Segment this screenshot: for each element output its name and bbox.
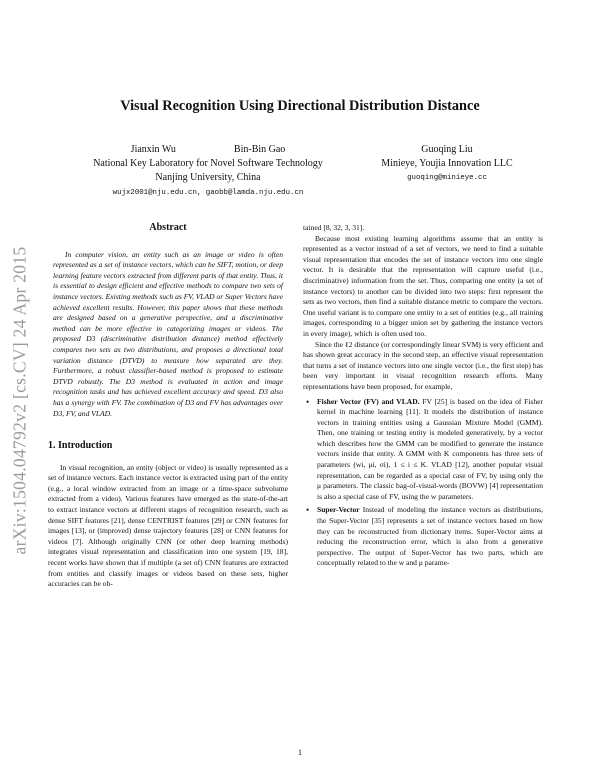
author-affiliation: National Key Laboratory for Novel Software Technology — [93, 158, 323, 170]
author-university: Nanjing University, China — [155, 172, 261, 184]
list-item-text: FV [25] is based on the idea of Fisher kernel in machine learning [11]. It models the distribution of instance vectors in training entities using a Gaussian Mixture Model (GMM). Then, one training or testing entity is modeled generatively, by a vector which describes how the GMM can be modified to generate the instance vectors inside that entity. A GMM with K components has three sets of parameters (wi, μi, σi), 1 ≤ i ≤ K. VLAD [12], another popular visual representation, can be regarded as a special case of FV, by using only the μ parameters. The classic bag-of-visual-words (BOVW) [4] representation is also a special case of FV, using the w parameters. — [317, 396, 543, 501]
list-item — [303, 397, 543, 503]
list-item-heading: Super-Vector — [317, 505, 360, 515]
continued-text: tained [8, 32, 3, 31]. — [303, 223, 365, 232]
page-number: 1 — [298, 748, 302, 757]
author-email: guoqing@minieye.cc — [407, 174, 487, 183]
author-name: Jianxin Wu — [130, 144, 176, 155]
introduction-heading: 1. Introduction — [48, 440, 113, 452]
list-item-heading: Fisher Vector (FV) and VLAD. — [317, 396, 420, 406]
list-item-text: Instead of modeling the instance vectors as distributions, the Super-Vector [35] represents a set of instance vectors based on how they can be reconstructed from dictionary items. Super-Vector aims at reducing the reconstruction error, which is also from a generative perspective. The output of Super-Vector has two parts, which are conceptually related to the w and μ parame- — [317, 505, 543, 568]
representation-list — [303, 397, 543, 570]
arxiv-stamp-text: arXiv:1504.04792v2 [cs.CV] 24 Apr 2015 — [9, 246, 30, 554]
right-column — [303, 223, 543, 569]
abstract-heading: Abstract — [149, 222, 187, 233]
body-paragraph: Since the ℓ2 distance (or correspondingly linear SVM) is very efficient and has shown great accuracy in the second step, an effective visual representation that turns a set of instance vectors into one single vector (i.e., the first step) has been very important in visual recognition research efforts. Many representations have been proposed, for example, — [303, 339, 543, 391]
author-affiliation: Minieye, Youjia Innovation LLC — [381, 158, 513, 170]
author-block-right — [352, 143, 542, 186]
intro-paragraph: In visual recognition, an entity (object or video) is usually represented as a set of instance vectors. Each instance vector is extracted using part of the entity (e.g., a local window extracted from an image or a time-space subvolume extracted from a video). Various features have emerged as the state-of-the-art to extract instance vectors at different stages of recognition research, such as dense SIFT features [21], dense CENTRIST features [29] or CNN features for images [13], or (improved) dense trajectory features [28] or CNN features for videos [7]. Although originally CNN (or other deep learning methods) integrates visual representation and classification into one system [19, 18], recent works have shown that if multiple (a set of) CNN features are extracted from entities and classify images or videos based on these sets, higher accuracies can be ob- — [48, 462, 288, 589]
list-item — [303, 505, 543, 569]
author-name: Guoqing Liu — [421, 144, 473, 155]
body-paragraph: Because most existing learning algorithms assume that an entity is represented as a vector instead of a set of vectors, we need to find a suitable visual representation that encodes the set of instance vectors into one single vector. It is desirable that the representation will capture useful (i.e., discriminative) information from the set. Thus, comparing one entity (a set of instance vectors) to another can be divided into two steps: first represent the sets as two vectors, then find a suitable distance metric to compare the vectors. One useful variant is to compare one entity to a set of entities (e.g., all training images, corresponding to a bigger union set by gathering the instance vectors in every image), which is often used too. — [303, 233, 543, 338]
abstract-text: In computer vision, an entity such as an image or video is often represented as a set of instance vectors, which can be SIFT, motion, or deep learning feature vectors extracted from different parts of that entity. Thus, it is essential to design efficient and effective methods to compare two sets of instance vectors. Existing methods such as FV, VLAD or Super Vectors have achieved excellent results. However, this paper shows that these methods are designed based on a generative perspective, and a discriminative method can be more effective in categorizing images or videos. The proposed D3 (discriminative distribution distance) method effectively compares two sets as two distributions, and proposes a directional total variation distance (DTVD) to measure how separated are they. Furthermore, a robust classifier-based method is proposed to estimate DTVD robustly. The D3 method is evaluated in action and image recognition tasks and has achieved excellent accuracy and speed. D3 also has a synergy with FV. The combination of D3 and FV has advantages over D3, FV, and VLAD. — [53, 249, 283, 418]
paper-title: Visual Recognition Using Directional Distribution Distance — [120, 98, 480, 114]
author-names — [58, 143, 358, 157]
left-column — [48, 223, 288, 590]
arxiv-stamp — [5, 180, 35, 620]
author-name: Bin-Bin Gao — [233, 144, 286, 155]
author-emails: wujx2001@nju.edu.cn, gaobb@lamda.nju.edu.cn — [112, 188, 304, 197]
author-block-left — [58, 143, 358, 200]
